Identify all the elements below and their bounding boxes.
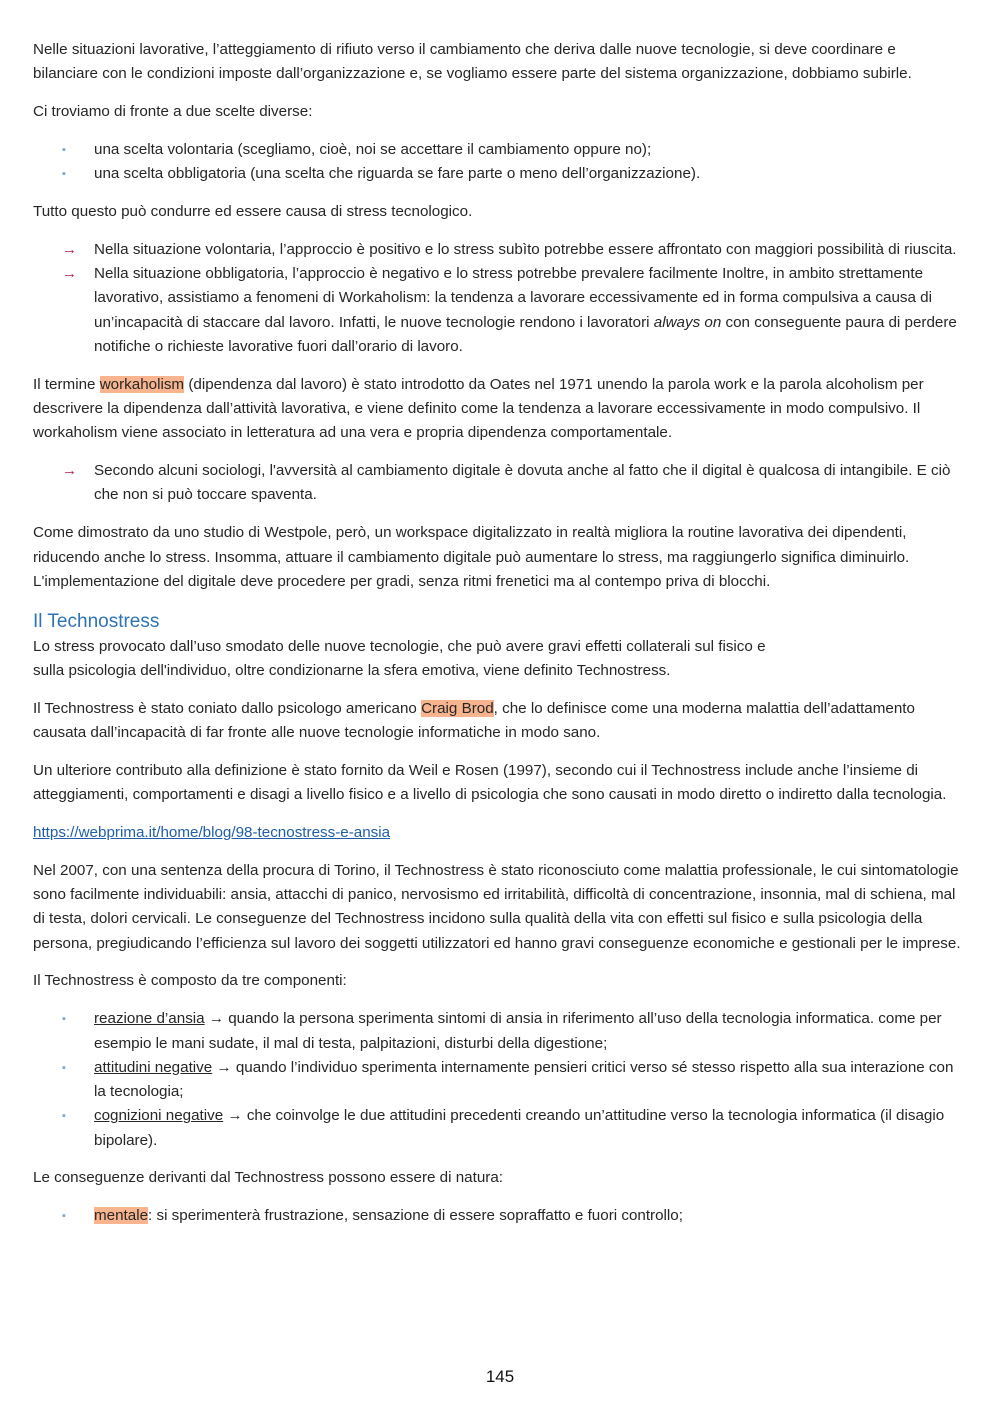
component-term: attitudini negative	[94, 1058, 213, 1076]
list-item: → Nella situazione obbligatoria, l’approccio è negativo e lo stress potrebbe prevalere facilmente Inoltre, in ambito strettamente lavorativo, assistiamo a fenomeni di Workaholism: la tendenza a lavorare eccessivamente ed in forma compulsiva a causa di un’incapacità di staccare dal lavoro. Infatti, le nuove tecnologie rendono i lavoratori always on con conseguente paura di perdere notifiche o richieste lavorative fuori dall’orario di lavoro.	[33, 262, 961, 359]
list-item: → Secondo alcuni sociologi, l'avversità al cambiamento digitale è dovuta anche al fatto che il digital è qualcosa di intangibile. E ciò che non si può toccare spaventa.	[33, 459, 961, 508]
paragraph-workaholism: Il termine workaholism (dipendenza dal lavoro) è stato introdotto da Oates nel 1971 unendo la parola work e la parola alcoholism per descrivere la dipendenza dall’attività lavorativa, e viene definito come la tendenza a lavorare eccessivamente in modo compulsivo. Il workaholism viene associato in letteratura ad una vera e propria dipendenza comportamentale.	[33, 375, 924, 442]
paragraph-stress-cause: Tutto questo può condurre ed essere causa di stress tecnologico.	[33, 202, 473, 220]
list-item: ▪ attitudini negative → quando l’individuo sperimenta internamente pensieri critici verso sé stesso rispetto alla sua interazione con la tecnologia;	[33, 1056, 961, 1105]
paragraph-technostress-definition: Lo stress provocato dall’uso smodato delle nuove tecnologie, che può avere gravi effetti collaterali sul fisico e sulla psicologia dell'individuo, oltre condizionarne la sfera emotiva, viene definito Technostress.	[33, 637, 766, 679]
components-list	[33, 1007, 961, 1153]
page-content	[33, 38, 961, 1242]
list-item: ▪ una scelta obbligatoria (una scelta che riguarda se fare parte o meno dell’organizzazione).	[33, 162, 961, 186]
paragraph-torino: Nel 2007, con una sentenza della procura di Torino, il Technostress è stato riconosciuto come malattia professionale, le cui sintomatologie sono facilmente individuabili: ansia, attacchi di panico, nervosismo ed irritabilità, difficoltà di concentrazione, insonnia, mal di schiena, mal di testa, dolori cervicali. Le conseguenze del Technostress incidono sulla qualità della vita con effetti sul fisico e sulla psicologia della persona, pregiudicando l’efficienza sul lavoro dei soggetti utilizzatori ed hanno gravi conseguenze economiche e gestionali per le imprese.	[33, 861, 961, 952]
bullet-icon: ▪	[62, 1210, 66, 1223]
list-item: → Nella situazione volontaria, l’approccio è positivo e lo stress subìto potrebbe essere affrontato con maggiori possibilità di riuscita.	[33, 238, 961, 262]
consequences-list	[33, 1204, 961, 1228]
arrow-list	[33, 238, 961, 359]
paragraph-consequences: Le conseguenze derivanti dal Technostress possono essere di natura:	[33, 1169, 503, 1187]
source-link[interactable]: https://webprima.it/home/blog/98-tecnostress-e-ansia	[33, 823, 391, 841]
paragraph-craig-brod: Il Technostress è stato coniato dallo psicologo americano Craig Brod, che lo definisce come una moderna malattia dell’adattamento causata dall’incapacità di far fronte alle nuove tecnologie informatiche in modo sano.	[33, 699, 915, 742]
list-item: ▪ mentale: si sperimenterà frustrazione, sensazione di essere sopraffatto e fuori controllo;	[33, 1204, 961, 1228]
arrow-right-icon: →	[62, 240, 77, 258]
arrow-list	[33, 459, 961, 508]
paragraph-weil-rosen: Un ulteriore contributo alla definizione è stato fornito da Weil e Rosen (1997), secondo cui il Technostress include anche l’insieme di atteggiamenti, comportamenti e disagi a livello fisico e a livello di psicologia che sono causati in modo diretto o indiretto dalla tecnologia.	[33, 761, 947, 804]
page-number: 145	[485, 1367, 515, 1386]
bullet-icon: ▪	[62, 168, 66, 181]
list-item: ▪ cognizioni negative → che coinvolge le due attitudini precedenti creando un’attitudine verso la tecnologia informatica (il disagio bipolare).	[33, 1104, 961, 1153]
choices-list	[33, 138, 961, 187]
emphasis-text: always on	[653, 313, 722, 331]
list-item: ▪ una scelta volontaria (scegliamo, cioè, noi se accettare il cambiamento oppure no);	[33, 138, 961, 162]
highlight-term: mentale	[94, 1207, 149, 1225]
bullet-icon: ▪	[62, 1110, 66, 1123]
bullet-icon: ▪	[62, 1061, 66, 1074]
component-term: cognizioni negative	[94, 1107, 224, 1125]
highlight-term: Craig Brod	[421, 699, 494, 717]
component-term: reazione d’ansia	[94, 1010, 205, 1028]
paragraph-components: Il Technostress è composto da tre componenti:	[33, 972, 347, 990]
arrow-right-icon: →	[62, 462, 77, 480]
paragraph-link	[33, 821, 961, 845]
arrow-right-icon: →	[62, 265, 77, 283]
list-item: ▪ reazione d’ansia → quando la persona sperimenta sintomi di ansia in riferimento all’uso della tecnologia informatica. come per esempio le mani sudate, il mal di testa, palpitazioni, disturbi della digestione;	[33, 1007, 961, 1056]
paragraph-westpole: Come dimostrato da uno studio di Westpole, però, un workspace digitalizzato in realtà migliora la routine lavorativa dei dipendenti, riducendo anche lo stress. Insomma, attuare il cambiamento digitale può aumentare lo stress, ma raggiungerlo significa diminuirlo. L'implementazione del digitale deve procedere per gradi, senza ritmi frenetici ma al contempo priva di blocchi.	[33, 524, 910, 590]
highlight-term: workaholism	[99, 375, 185, 393]
bullet-icon: ▪	[62, 143, 66, 156]
paragraph-two-choices: Ci troviamo di fronte a due scelte diverse:	[33, 103, 313, 121]
section-heading: Il Technostress	[33, 610, 160, 632]
bullet-icon: ▪	[62, 1013, 66, 1026]
paragraph-resistance: Nelle situazioni lavorative, l’atteggiamento di rifiuto verso il cambiamento che deriva dalle nuove tecnologie, si deve coordinare e bilanciare con le condizioni imposte dall’organizzazione e, se vogliamo essere parte del sistema organizzazione, dobbiamo subirle.	[33, 41, 912, 83]
